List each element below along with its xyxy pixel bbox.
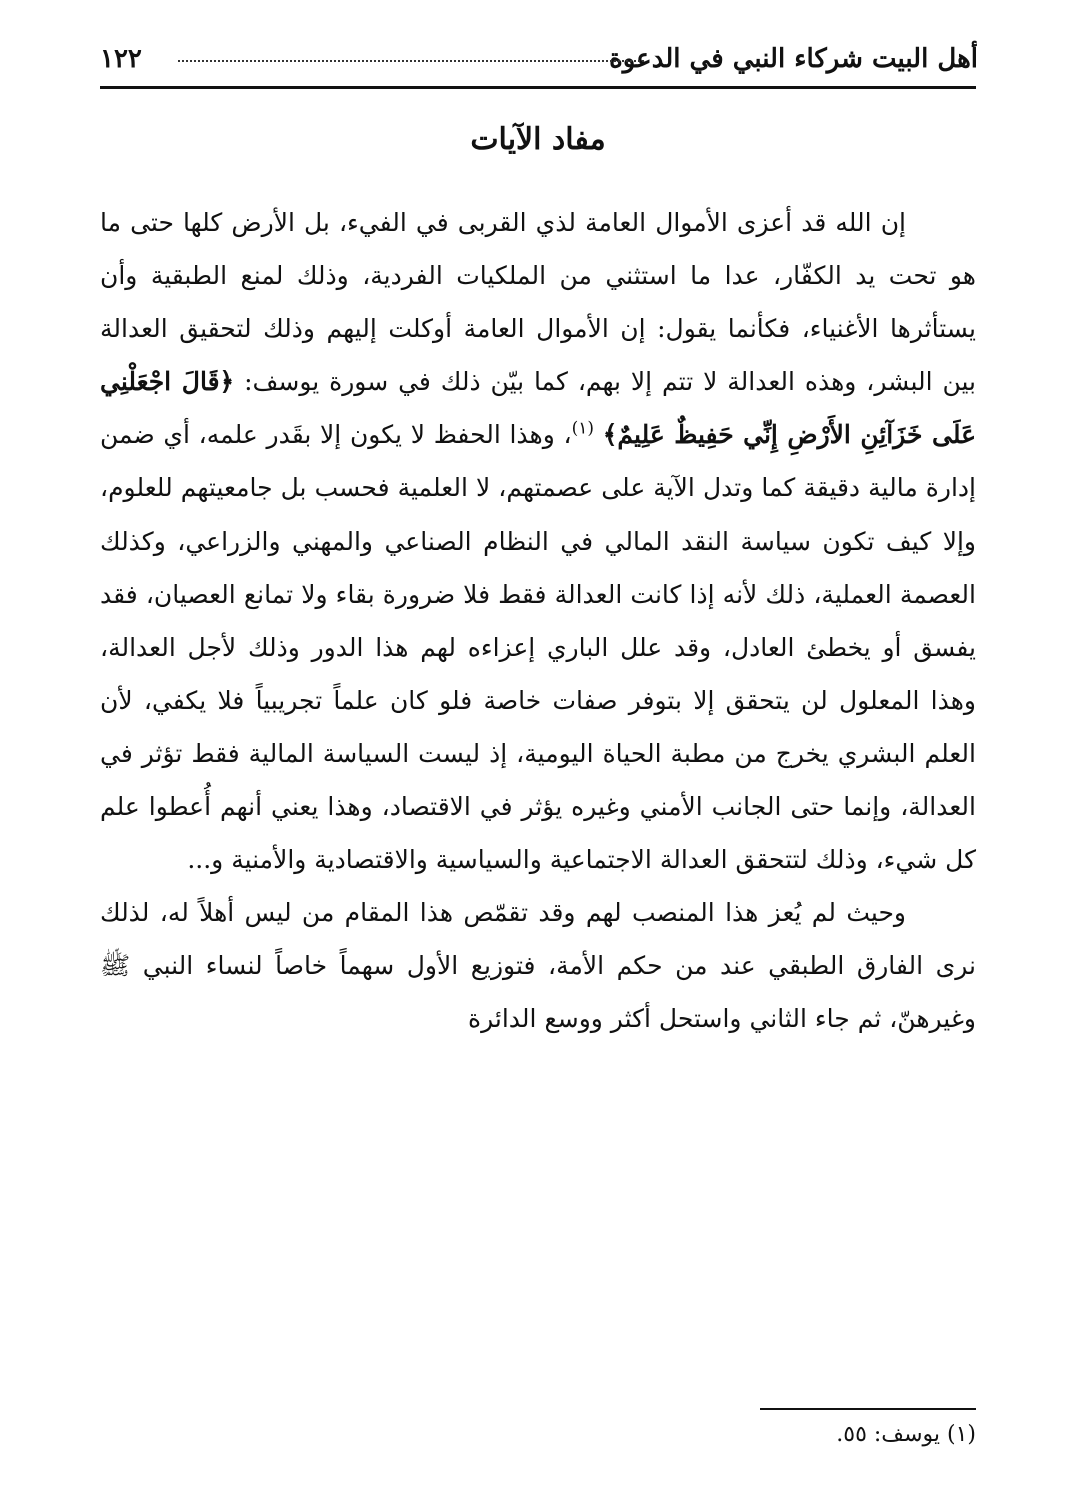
paragraph-2-text: وحيث لم يُعز هذا المنصب لهم وقد تقمّص هذا المقام من ليس أهلاً له، لذلك نرى الفارق الطبقي عند من حكم الأمة، فتوزيع الأول سهماً خاصاً لنساء النبي ﷺ وغيرهنّ، ثم جاء الثاني واستحل أكثر ووسع الدائرة (100, 898, 976, 1034)
footnote-marker: (١) (571, 419, 595, 440)
header-title: أهل البيت شركاء النبي في الدعوة (609, 44, 978, 74)
header-dot-leader (178, 60, 644, 62)
section-title: مفاد الآيات (470, 122, 606, 157)
running-header (100, 38, 978, 90)
paragraph-1-text-b: ، وهذا الحفظ لا يكون إلا بقَدر علمه، أي ضمن إدارة مالية دقيقة كما وتدل الآية على عصمتهم، لا العلمية فحسب بل جامعيتهم للعلوم، وإلا كيف تكون سياسة النقد المالي في النظام الصناعي والمهني والزراعي، وكذلك العصمة العملية، ذلك لأنه إذا كانت العدالة فقط فلا ضرورة بقاء ولا تمانع العصيان، فقد يفسق أو يخطئ العادل، وقد علل الباري إعزاءه لهم هذا الدور وذلك لأجل العدالة، وهذا المعلول لن يتحقق إلا بتوفر صفات خاصة فلو كان علماً تجريبياً فلا يكفي، لأن العلم البشري يخرج من مطبة الحياة اليومية، إذ ليست السياسة المالية فقط تؤثر في العدالة، وإنما حتى الجانب الأمني وغيره يؤثر في الاقتصاد، وهذا يعني أنهم أُعطوا علم كل شيء، وذلك لتتحقق العدالة الاجتماعية والسياسية والاقتصادية والأمنية و... (100, 420, 976, 875)
header-rule (100, 86, 976, 89)
quran-verse: ﴿قَالَ اجْعَلْنِي عَلَى خَزَآئِنِ الأَرْضِ إِنِّي حَفِيظٌ عَلِيمٌ﴾ (100, 367, 977, 450)
paragraph-2 (100, 886, 976, 1045)
footnote: (١) يوسف: ٥٥. (836, 1422, 976, 1447)
paragraph-1-text-a: إن الله قد أعزى الأموال العامة لذي القربى في الفيء، بل الأرض كلها حتى ما هو تحت يد الكفّار، عدا ما استثني من الملكيات الفردية، وذلك لمنع الطبقية وأن يستأثرها الأغنياء، فكأنما يقول: إن الأموال العامة أوكلت إليهم وذلك لتحقيق العدالة بين البشر، وهذه العدالة لا تتم إلا بهم، كما بيّن ذلك في سورة يوسف: (100, 208, 976, 397)
paragraph-1 (100, 196, 976, 886)
page-number: ١٢٢ (100, 44, 142, 74)
body-text (100, 196, 976, 1046)
footnote-rule (760, 1408, 976, 1410)
